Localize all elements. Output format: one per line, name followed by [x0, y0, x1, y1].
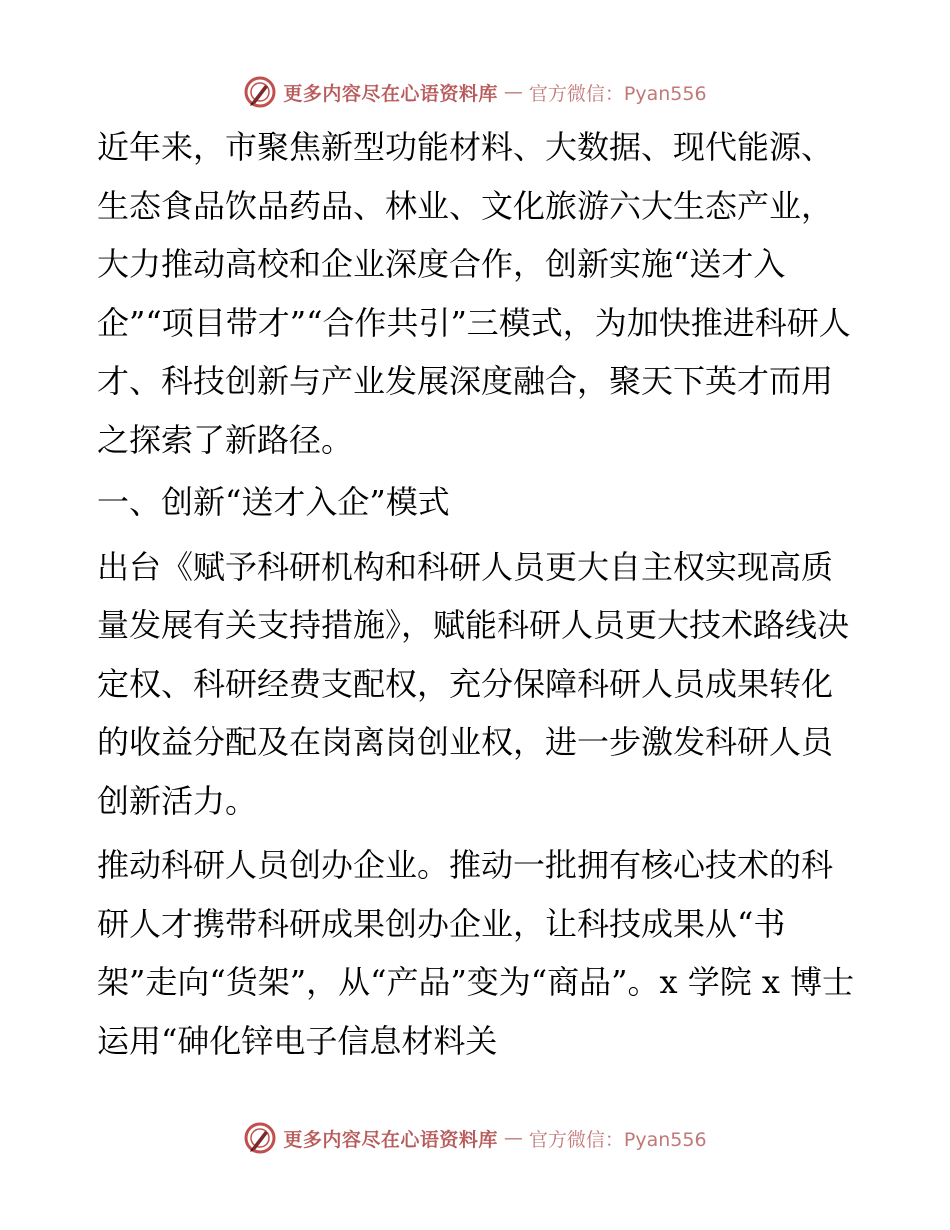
document-body: [97, 118, 857, 1070]
paragraph-startups: 推动科研人员创办企业。推动一批拥有核心技术的科研人才携带科研成果创办企业，让科技成果从“书架”走向“货架”，从“产品”变为“商品”。x 学院 x 博士运用“砷化锌电子信息材料关: [97, 846, 855, 1060]
banner-separator: —: [503, 1127, 523, 1149]
section-heading-1: 一、创新“送才入企”模式: [97, 483, 450, 521]
footer-watermark-banner: [0, 1118, 950, 1158]
paragraph-intro: 近年来，市聚焦新型功能材料、大数据、现代能源、生态食品饮品药品、林业、文化旅游六大生态产业，大力推动高校和企业深度合作，创新实施“送才入企”“项目带才”“合作共引”三模式，为加快推进科研人才、科技创新与产业发展深度融合，聚天下英才而用之探索了新路径。: [97, 128, 851, 459]
pen-logo-icon: [243, 75, 277, 109]
banner-title: 更多内容尽在心语资料库: [283, 1128, 498, 1151]
paragraph-policy: 出台《赋予科研机构和科研人员更大自主权实现高质量发展有关支持措施》，赋能科研人员更大技术路线决定权、科研经费支配权，充分保障科研人员成果转化的收益分配及在岗离岗创业权，进一步激发科研人员创新活力。: [97, 547, 850, 820]
banner-contact: 官方微信：Pyan556: [528, 82, 707, 105]
header-watermark-banner: [0, 72, 950, 112]
pen-logo-icon: [243, 1121, 277, 1155]
banner-title: 更多内容尽在心语资料库: [283, 82, 498, 105]
banner-separator: —: [503, 81, 523, 103]
banner-contact: 官方微信：Pyan556: [528, 1128, 707, 1151]
